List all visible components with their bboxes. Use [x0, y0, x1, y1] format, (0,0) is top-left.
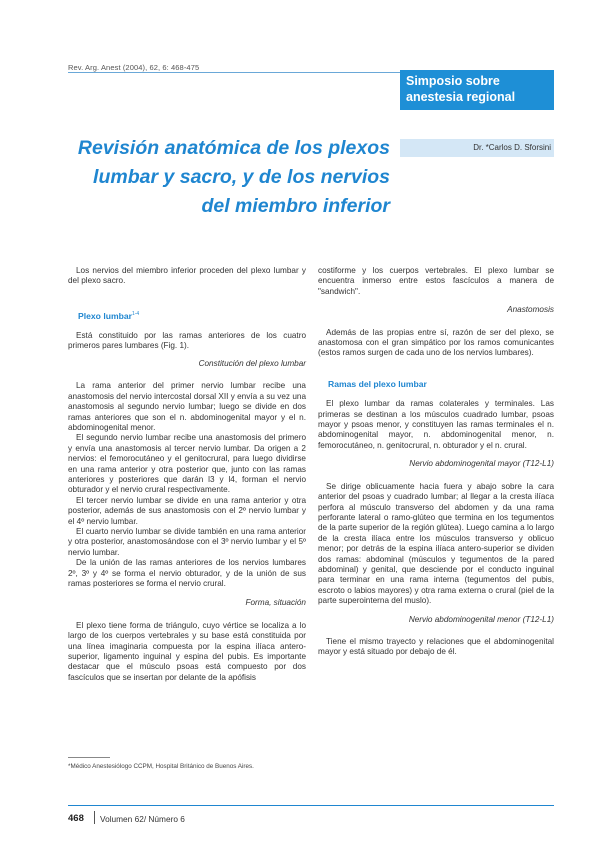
paragraph: Tiene el mismo trayecto y relaciones que el abdominogenital mayor y está situado por debajo de él. — [318, 636, 554, 657]
section-label: Simposio sobre anestesia regional — [406, 74, 516, 104]
section-refs: 1-4 — [131, 310, 140, 317]
subheading-abdominogenital-mayor: Nervio abdominogenital mayor (T12-L1) — [409, 459, 554, 469]
section-heading-plexo-lumbar — [78, 309, 306, 321]
section-heading-ramas: Ramas del plexo lumbar — [328, 378, 427, 389]
paragraph: Está constituido por las ramas anteriores de los cuatro primeros pares lumbares (Fig. 1). — [68, 331, 306, 351]
footer-rule — [68, 805, 554, 806]
paragraph: El plexo tiene forma de triángulo, cuyo vértice se localiza a lo largo de los cuerpos vertebrales y su base está constituida por una línea imaginaria compuesta por la espina ilíaca antero- superior, ligamento inguinal y espina del pubis. Es importante destacar que el músculo psoas está compuesto por dos fascículos que se insertan por delante de la apófisis — [68, 620, 306, 682]
section-heading-text: Plexo lumbar — [78, 310, 132, 321]
journal-reference: Rev. Arg. Anest (2004), 62, 6: 468-475 — [68, 63, 200, 72]
paragraph: El segundo nervio lumbar recibe una anastomosis del primero y envía una anastomosis al tercer nervio lumbar. Da origen a 2 nervios: el femorocutáneo y el genitocrural, para luego dividirse en una rama anterior y otra posterior que, junto con las ramas anteriores y posteriores que darán l3 y l4, forman el nervio obturador y el nervio crural respectivamente. — [68, 433, 306, 495]
article-title: Revisión anatómica de los plexos lumbar y sacro, y de los nervios del miembro inferior — [77, 137, 390, 217]
paragraph: El cuarto nervio lumbar se divide también en una rama anterior y otra posterior, anastomosándose con el 3º nervio lumbar y el 5º nervio lumbar. — [68, 526, 306, 557]
subheading-abdominogenital-menor: Nervio abdominogenital menor (T12-L1) — [408, 614, 554, 624]
subheading-forma: Forma, situación — [245, 598, 306, 608]
author-name: Dr. *Carlos D. Sforsini — [473, 143, 551, 152]
paragraph: costiforme y los cuerpos vertebrales. El plexo lumbar se encuentra inmerso entre estos fascículos a manera de "sandwich". — [318, 266, 554, 296]
subheading-constitucion: Constitución del plexo lumbar — [198, 358, 306, 368]
footnote-rule — [68, 757, 110, 758]
right-column — [318, 266, 554, 658]
paragraph: Además de las propias entre sí, razón de ser del plexo, se anastomosa con el gran simpático por los ramos comunicantes (estos ramos surgen de cada uno de los nervios lumbares). — [318, 327, 554, 358]
subheading-anastomosis: Anastomosis — [507, 305, 554, 315]
paragraph: Se dirige oblicuamente hacia fuera y abajo sobre la cara anterior del psoas y cuadrado lumbar; al llegar a la cresta ilíaca perfora al músculo transverso del abdomen y da una rama perforante lateral o ramo-glúteo que termina en los tegumentos de la parte superior de la región glútea). Luego camina a lo largo de la cresta ilíaca entre los músculos transverso y oblicuo menor; por detrás de la espina ilíaca antero-superior se dividen dos ramas: abdominal (músculos y tegumentos de la pared abdominal) y genital, que desciende por el conducto inguinal para terminar en una rama interna (tegumentos del pubis, escroto o labios mayores) y otra rama externa o crural (piel de la parte superointerna del muslo). — [318, 481, 554, 606]
intro-paragraph: Los nervios del miembro inferior proceden del plexo lumbar y del plexo sacro. — [68, 266, 306, 286]
paragraph: De la unión de las ramas anteriores de los nervios lumbares 2º, 3º y 4º se forma el nervio obturador, y de la unión de sus ramas posteriores se forma el nervio crural. — [68, 558, 306, 589]
paragraph: La rama anterior del primer nervio lumbar recibe una anastomosis del nervio intercostal dorsal XII y envía a su vez una anastomosis al segundo nervio lumbar; luego se divide en dos ramas anteriores que son el n. abdominogenital mayor y el n. abdominogenital menor. — [68, 381, 306, 432]
paragraph: El tercer nervio lumbar se divide en una rama anterior y otra posterior, además de sus anastomosis con el 2º nervio lumbar y el 4º nervio lumbar. — [68, 495, 306, 526]
left-column — [68, 266, 306, 683]
footer-separator — [94, 811, 95, 824]
footnote: *Médico Anestesiólogo CCPM, Hospital Británico de Buenos Aires. — [68, 763, 254, 770]
page-number: 468 — [68, 813, 84, 824]
paragraph: El plexo lumbar da ramas colaterales y terminales. Las primeras se destinan a los músculos cuadrado lumbar, psoas mayor y psoas menor, y constituyen las ramas terminales el n. abdominogenital mayor, n. abdominogenital menor, n. femorocutáneo, n. genitocrural, n. obturador y el n. crural. — [318, 399, 554, 450]
volume-info: Volumen 62/ Número 6 — [100, 814, 185, 824]
